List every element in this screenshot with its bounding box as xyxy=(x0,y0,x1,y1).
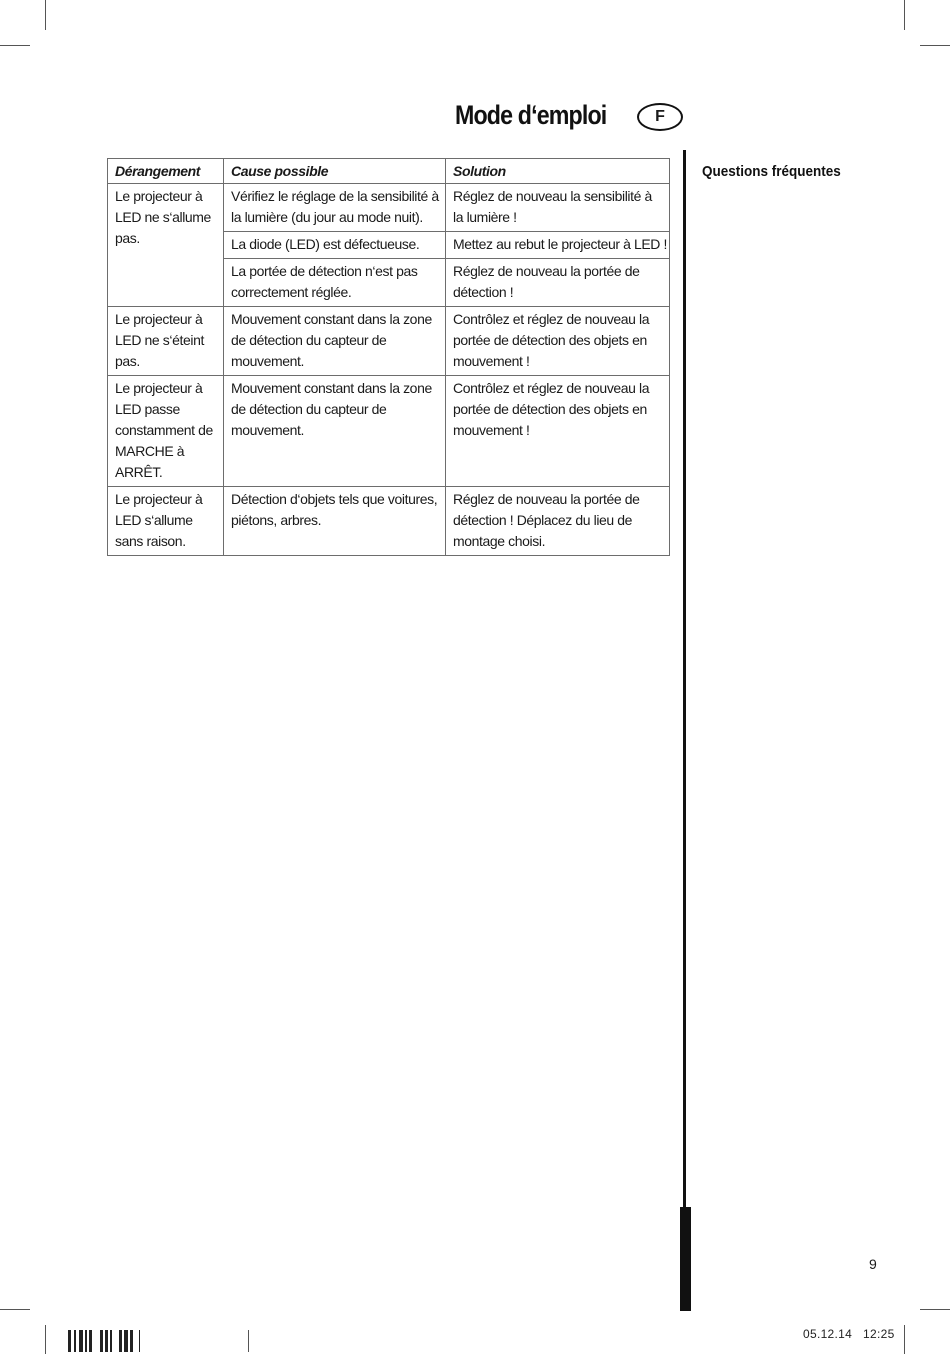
section-tab-marker xyxy=(680,1207,691,1311)
page-title: Mode d‘emploi xyxy=(455,100,607,130)
problem-cell: Le projecteur à LED s‘allume sans raison. xyxy=(108,487,224,556)
cause-cell: Mouvement constant dans la zone de détection du capteur de mouvement. xyxy=(224,376,446,487)
page-number: 9 xyxy=(869,1256,877,1272)
table-row xyxy=(108,487,670,556)
crop-mark xyxy=(0,1309,30,1310)
crop-mark xyxy=(920,1309,950,1310)
crop-mark xyxy=(904,0,905,30)
solution-cell: Réglez de nouveau la sensibilité à la lumière ! xyxy=(446,184,670,232)
solution-cell: Réglez de nouveau la portée de détection ! xyxy=(446,259,670,307)
table-row xyxy=(108,307,670,376)
section-heading: Questions fréquentes xyxy=(702,163,841,180)
solution-cell: Contrôlez et réglez de nouveau la portée de détection des objets en mouvement ! xyxy=(446,307,670,376)
print-timestamp: 05.12.14 12:25 xyxy=(803,1327,895,1341)
table-row xyxy=(108,184,670,232)
table-row xyxy=(108,376,670,487)
section-divider-line xyxy=(683,150,686,1310)
cause-cell: Mouvement constant dans la zone de détection du capteur de mouvement. xyxy=(224,307,446,376)
crop-mark xyxy=(0,45,30,46)
barcode xyxy=(68,1330,140,1352)
column-header-cause: Cause possible xyxy=(224,159,446,184)
cause-cell: Vérifiez le réglage de la sensibilité à la lumière (du jour au mode nuit). xyxy=(224,184,446,232)
language-badge: F xyxy=(637,103,683,131)
solution-cell: Mettez au rebut le projecteur à LED ! xyxy=(446,232,670,259)
table-header-row xyxy=(108,159,670,184)
cause-cell: La portée de détection n‘est pas correctement réglée. xyxy=(224,259,446,307)
troubleshooting-table xyxy=(107,158,670,556)
cause-cell: Détection d‘objets tels que voitures, piétons, arbres. xyxy=(224,487,446,556)
cause-cell: La diode (LED) est défectueuse. xyxy=(224,232,446,259)
solution-cell: Contrôlez et réglez de nouveau la portée de détection des objets en mouvement ! xyxy=(446,376,670,487)
crop-mark xyxy=(904,1325,905,1354)
column-header-solution: Solution xyxy=(446,159,670,184)
problem-cell: Le projecteur à LED ne s‘éteint pas. xyxy=(108,307,224,376)
crop-mark xyxy=(920,45,950,46)
column-header-problem: Dérangement xyxy=(108,159,224,184)
problem-cell: Le projecteur à LED passe constamment de MARCHE à ARRÊT. xyxy=(108,376,224,487)
crop-mark xyxy=(45,1325,46,1354)
crop-mark xyxy=(45,0,46,30)
solution-cell: Réglez de nouveau la portée de détection ! Déplacez du lieu de montage choisi. xyxy=(446,487,670,556)
problem-cell: Le projecteur à LED ne s‘allume pas. xyxy=(108,184,224,307)
crop-mark xyxy=(248,1330,249,1352)
